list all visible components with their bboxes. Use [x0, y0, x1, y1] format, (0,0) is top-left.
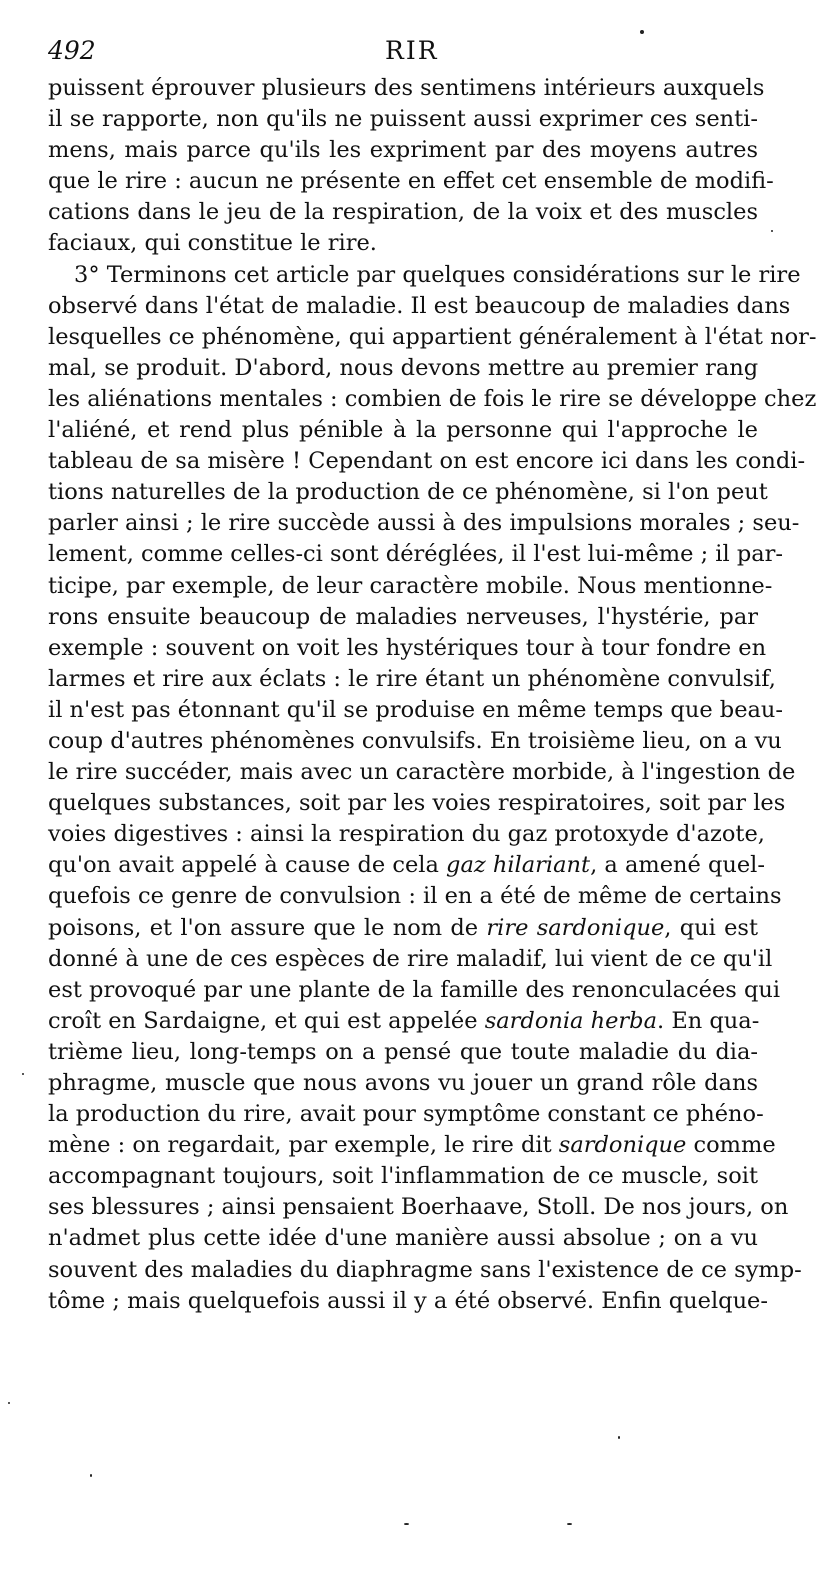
text-line: il n'est pas étonnant qu'il se produise en même temps que beau- [48, 696, 784, 723]
text-line: rons ensuite beaucoup de maladies nerveuses, l'hystérie, par [48, 603, 758, 630]
text-line: voies digestives : ainsi la respiration du gaz protoxyde d'azote, [48, 821, 765, 848]
text-line: tions naturelles de la production de ce phénomène, si l'on peut [48, 479, 768, 506]
text-segment: poisons, et l'on assure que le nom de [48, 914, 479, 941]
text-line: faciaux, qui constitue le rire. [48, 230, 377, 257]
italic-term: gaz hilariant [446, 852, 591, 879]
text-line: parler ainsi ; le rire succède aussi à des impulsions morales ; seu- [48, 510, 800, 537]
text-line: souvent des maladies du diaphragme sans l'existence de ce symp- [48, 1256, 802, 1283]
text-line: lesquelles ce phénomène, qui appartient généralement à l'état nor- [48, 323, 816, 350]
speck [771, 230, 773, 232]
text-line: il se rapporte, non qu'ils ne puissent aussi exprimer ces senti- [48, 106, 758, 133]
text-line: que le rire : aucun ne présente en effet cet ensemble de modifi- [48, 168, 774, 195]
text-line: mens, mais parce qu'ils les expriment par des moyens autres [48, 137, 758, 164]
text-line: le rire succéder, mais avec un caractère morbide, à l'ingestion de [48, 759, 796, 786]
text-line: donné à une de ces espèces de rire maladif, lui vient de ce qu'il [48, 945, 773, 972]
text-line: 3° Terminons cet article par quelques considérations sur le rire [74, 261, 801, 288]
text-line [48, 913, 758, 944]
text-line: la production du rire, avait pour symptôme constant ce phéno- [48, 1101, 764, 1128]
text-line: n'admet plus cette idée d'une manière aussi absolue ; on a vu [48, 1225, 758, 1252]
speck [22, 1073, 24, 1075]
page-number: 492 [48, 36, 96, 65]
text-line: mal, se produit. D'abord, nous devons mettre au premier rang [48, 354, 759, 381]
italic-term: sardonia herba [484, 1007, 658, 1034]
text-line: tableau de sa misère ! Cependant on est encore ici dans les condi- [48, 448, 806, 475]
page-header [48, 36, 758, 70]
text-line: est provoqué par une plante de la famille des renonculacées qui [48, 976, 781, 1003]
speck [640, 30, 644, 34]
text-line: les aliénations mentales : combien de fois le rire se développe chez [48, 385, 816, 412]
text-line: quelques substances, soit par les voies respiratoires, soit par les [48, 790, 786, 817]
text-segment: qu'on avait appelé à cause de cela [48, 852, 439, 879]
text-line: quefois ce genre de convulsion : il en a été de même de certains [48, 883, 782, 910]
text-line: exemple : souvent on voit les hystériques tour à tour fondre en [48, 634, 767, 661]
text-line: tôme ; mais quelquefois aussi il y a été observé. Enfin quelque- [48, 1287, 768, 1314]
text-line: lement, comme celles-ci sont déréglées, il l'est lui-même ; il par- [48, 541, 784, 568]
text-line: accompagnant toujours, soit l'inflammation de ce muscle, soit [48, 1163, 758, 1190]
speck [404, 1523, 409, 1525]
text-line: larmes et rire aux éclats : le rire étant un phénomène convulsif, [48, 665, 776, 692]
body-text [48, 73, 816, 1317]
text-line: phragme, muscle que nous avons vu jouer un grand rôle dans [48, 1070, 758, 1096]
text-segment: . En qua- [657, 1007, 760, 1034]
text-line: observé dans l'état de maladie. Il est beaucoup de maladies dans [48, 292, 791, 319]
text-line: ses blessures ; ainsi pensaient Boerhaave, Stoll. De nos jours, on [48, 1194, 789, 1221]
running-head: RIR [385, 36, 439, 65]
text-line [48, 1006, 758, 1037]
text-line: puissent éprouver plusieurs des sentimens intérieurs auxquels [48, 75, 765, 101]
text-segment: mène : on regardait, par exemple, le rire dit [48, 1132, 552, 1159]
speck [567, 1523, 572, 1525]
italic-term: rire sardonique [486, 914, 665, 941]
text-line: trième lieu, long-temps on a pensé que toute maladie du dia- [48, 1038, 758, 1065]
text-segment: , a amené quel- [590, 852, 765, 879]
speck [90, 1474, 92, 1477]
text-line: ticipe, par exemple, de leur caractère mobile. Nous mentionne- [48, 572, 773, 599]
text-line: cations dans le jeu de la respiration, de la voix et des muscles [48, 199, 758, 226]
italic-term: sardonique [558, 1132, 687, 1159]
text-line [48, 1130, 776, 1161]
text-segment: , qui est [664, 914, 759, 941]
speck [618, 1436, 620, 1439]
text-line: coup d'autres phénomènes convulsifs. En troisième lieu, on a vu [48, 727, 782, 754]
text-line: l'aliéné, et rend plus pénible à la personne qui l'approche le [48, 417, 758, 444]
text-segment: comme [693, 1132, 776, 1159]
text-line [48, 850, 765, 881]
text-segment: croît en Sardaigne, et qui est appelée [48, 1007, 478, 1034]
speck [8, 1402, 10, 1404]
